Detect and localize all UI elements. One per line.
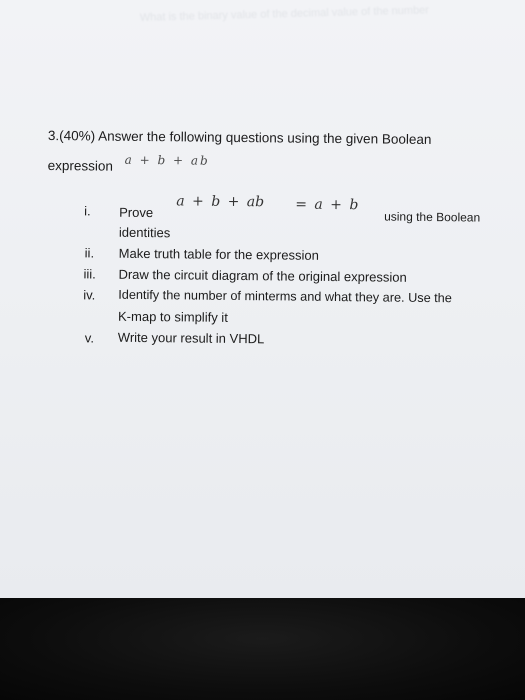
item-iv-line2: K-map to simplify it bbox=[117, 308, 228, 325]
item-number-iv: iv. bbox=[83, 287, 96, 303]
item-i-math-lhs: a + b + ab bbox=[176, 193, 265, 211]
dark-table-surface bbox=[0, 598, 525, 700]
item-number-i: i. bbox=[84, 203, 91, 219]
item-i-suffix: using the Boolean bbox=[384, 209, 481, 225]
question-header: 3.(40%) Answer the following questions using the given Boolean bbox=[47, 128, 432, 148]
bleed-through-text: What is the binary value of the decimal value of the number bbox=[139, 4, 430, 24]
expression-line bbox=[47, 152, 210, 174]
item-number-ii: ii. bbox=[84, 245, 95, 261]
item-i-line2: identities bbox=[118, 224, 171, 241]
item-iv-text: Identify the number of minterms and what they are. Use the bbox=[118, 287, 452, 306]
item-number-v: v. bbox=[84, 330, 95, 346]
item-i-prefix: Prove bbox=[119, 204, 154, 221]
item-ii-text: Make truth table for the expression bbox=[118, 245, 319, 263]
expression-math: a + b + ab bbox=[124, 152, 210, 168]
item-number-iii: iii. bbox=[83, 266, 96, 282]
item-i-math-rhs: = a + b bbox=[295, 196, 359, 214]
item-v-text: Write your result in VHDL bbox=[117, 329, 265, 347]
expression-label: expression bbox=[47, 157, 114, 174]
item-iii-text: Draw the circuit diagram of the original expression bbox=[118, 266, 407, 285]
